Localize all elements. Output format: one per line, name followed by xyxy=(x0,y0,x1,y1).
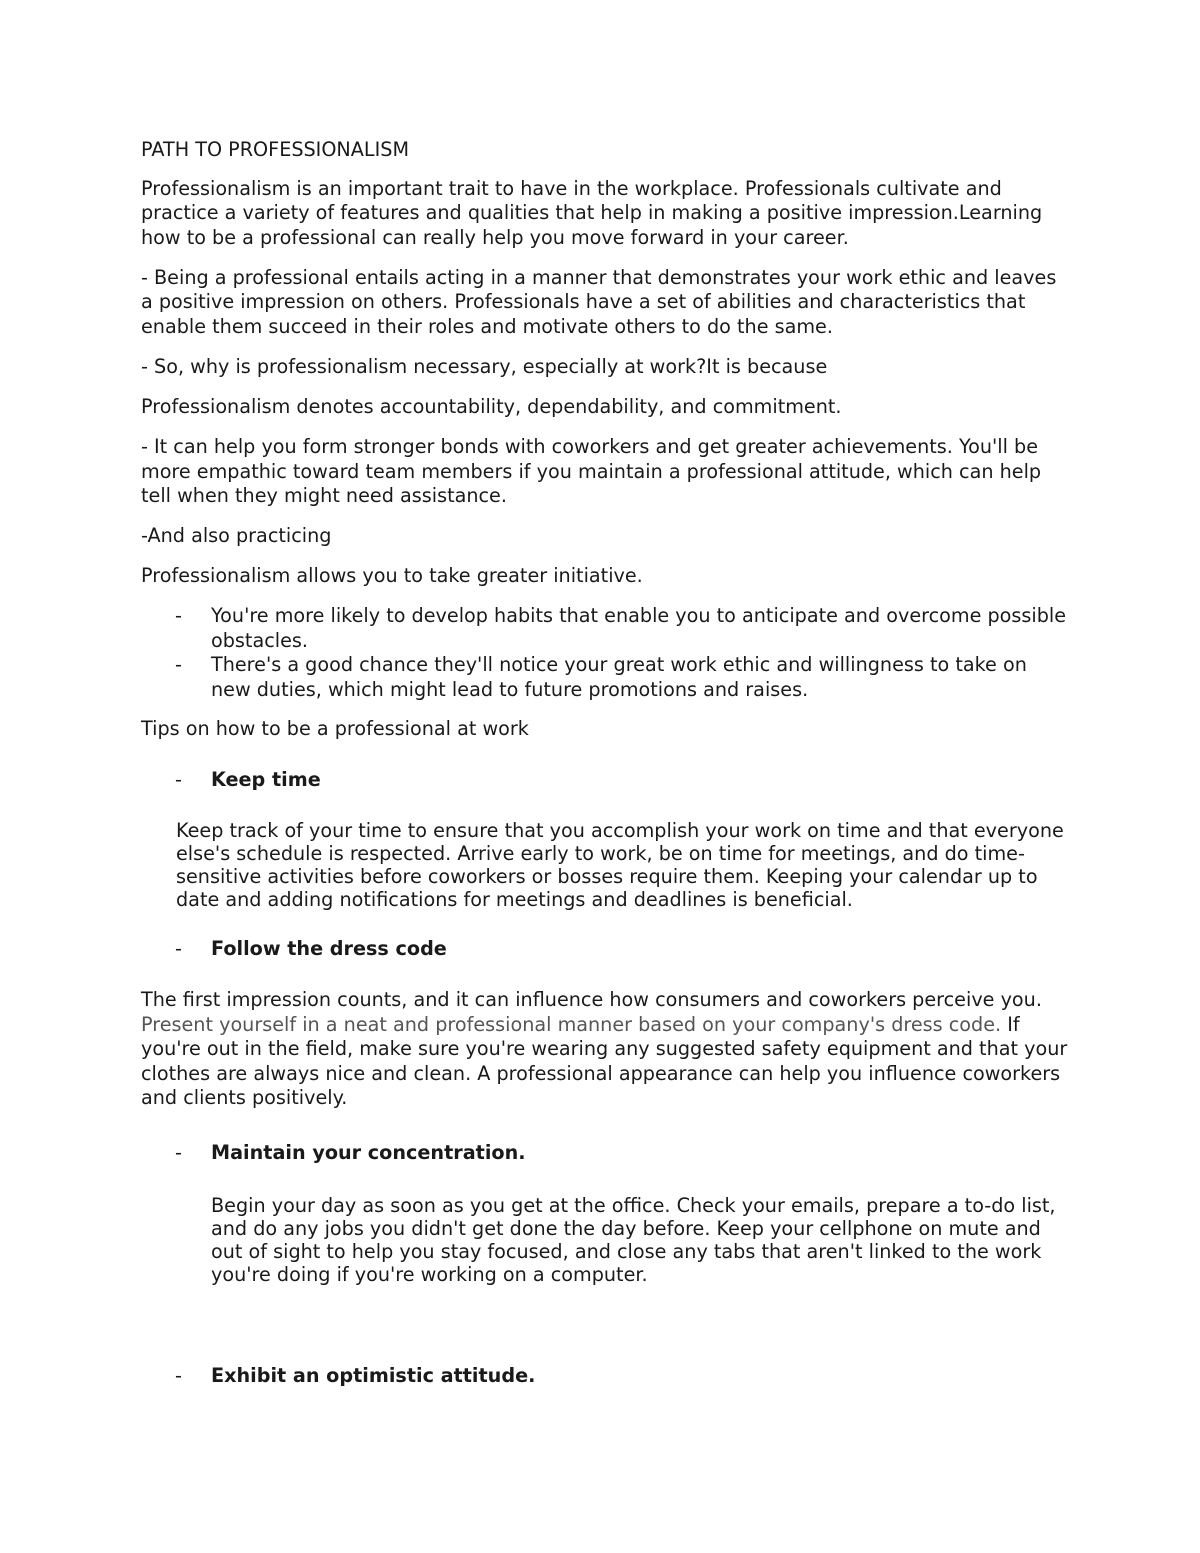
tip-heading-text: Follow the dress code xyxy=(211,937,447,961)
tip-heading-optimistic xyxy=(141,1364,1071,1389)
tip-body-dress-code xyxy=(141,988,1071,1111)
tip-body-keep-time: Keep track of your time to ensure that you accomplish your work on time and that everyone else's schedule is respected. Arrive early to work, be on time for meetings, and do time-sensitive activities before coworkers or bosses require them. Keeping your calendar up to date and adding notifications for meetings and deadlines is beneficial. xyxy=(176,818,1064,912)
tip-heading-keep-time xyxy=(141,768,1071,793)
denotes-paragraph: Professionalism denotes accountability, dependability, and commitment. xyxy=(141,394,842,418)
list-item xyxy=(141,653,1071,702)
tip-heading-text: Maintain your concentration. xyxy=(211,1140,526,1164)
bullet-dash: - xyxy=(175,604,182,628)
document-body xyxy=(141,138,1071,1389)
bullet-dash: - xyxy=(175,768,182,792)
bullet-text: There's a good chance they'll notice your great work ethic and willingness to take on new duties, which might lead to future promotions and raises. xyxy=(211,653,1027,701)
bullet-text: You're more likely to develop habits that enable you to anticipate and overcome possible obstacles. xyxy=(211,604,1067,652)
bullet-dash: - xyxy=(175,1140,182,1164)
being-professional-paragraph: - Being a professional entails acting in a manner that demonstrates your work ethic and leaves a positive impression on others. Professionals have a set of abilities and characteristics that enable them succeed in their roles and motivate others to do the same. xyxy=(141,265,1057,338)
tips-heading: Tips on how to be a professional at work xyxy=(141,717,529,741)
why-professionalism-paragraph: - So, why is professionalism necessary, especially at work?It is because xyxy=(141,354,828,378)
tip-heading-concentration xyxy=(141,1141,1071,1166)
list-item xyxy=(141,604,1071,653)
also-practicing-paragraph: -And also practicing xyxy=(141,524,332,548)
tip-body-concentration: Begin your day as soon as you get at the office. Check your emails, prepare a to-do list, and do any jobs you didn't get done the day before. Keep your cellphone on mute and out of sight to help you stay focused, and close any tabs that aren't linked to the work you're doing if you're working on a computer. xyxy=(211,1193,1056,1287)
tip-heading-text: Exhibit an optimistic attitude. xyxy=(211,1364,536,1388)
bullet-dash: - xyxy=(175,653,182,677)
tip-body-part: If you're out in the field, make sure you're wearing any suggested safety equipment and that your clothes are always nice and clean. A professional appearance can help you influence coworkers and clients positively. xyxy=(141,1012,1068,1110)
initiative-paragraph: Professionalism allows you to take greater initiative. xyxy=(141,564,643,588)
bullet-dash: - xyxy=(175,937,182,961)
document-title: PATH TO PROFESSIONALISM xyxy=(141,138,409,161)
tip-heading-dress-code xyxy=(141,937,1071,962)
initiative-bullet-list xyxy=(141,604,1071,702)
intro-paragraph: Professionalism is an important trait to have in the workplace. Professionals cultivate and practice a variety of features and qualities that help in making a positive impression.Learning how to be a professional can really help you move forward in your career. xyxy=(141,176,1043,249)
tip-body-part: The first impression counts, and it can influence how consumers and coworkers perceive you. xyxy=(141,988,1042,1012)
tip-heading-text: Keep time xyxy=(211,768,321,792)
tip-body-part-highlight: Present yourself in a neat and professional manner based on your company's dress code. xyxy=(141,1012,1002,1036)
bonds-paragraph: - It can help you form stronger bonds with coworkers and get greater achievements. You'll be more empathic toward team members if you maintain a professional attitude, which can help tell when they might need assistance. xyxy=(141,434,1042,508)
bullet-dash: - xyxy=(175,1364,182,1388)
